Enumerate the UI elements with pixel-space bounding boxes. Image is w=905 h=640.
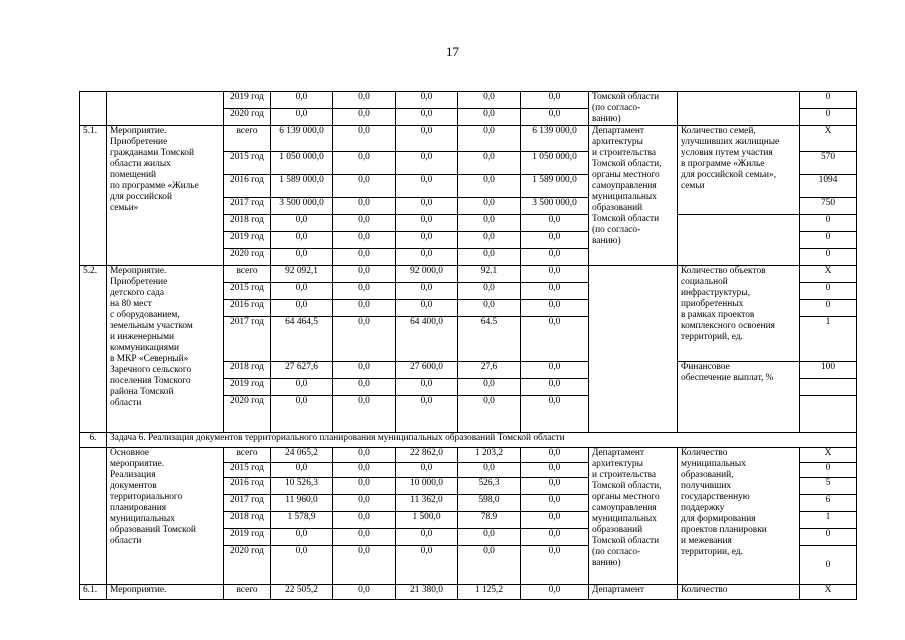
year-cell: 2020 год — [224, 249, 271, 266]
value-cell: 24 065,2 — [271, 448, 333, 463]
value-cell: 0,0 — [521, 362, 589, 379]
year-cell: 2016 год — [224, 478, 271, 495]
target-cell: 0 — [800, 92, 857, 109]
value-cell: 0,0 — [396, 152, 458, 175]
target-cell: X — [800, 266, 857, 283]
value-cell: 1 203,2 — [458, 448, 521, 463]
value-cell: 0,0 — [458, 249, 521, 266]
value-cell: 0,0 — [458, 463, 521, 478]
value-cell: 0,0 — [521, 396, 589, 433]
value-cell: 0,0 — [396, 379, 458, 396]
year-cell: 2015 год — [224, 152, 271, 175]
target-cell: 0 — [800, 283, 857, 300]
indicator-cell — [678, 92, 800, 126]
target-cell — [800, 396, 857, 433]
value-cell: 0,0 — [521, 448, 589, 463]
item-number: 5.2. — [80, 266, 107, 433]
value-cell: 0,0 — [458, 232, 521, 249]
value-cell: 0,0 — [271, 109, 333, 126]
value-cell: 0,0 — [396, 546, 458, 585]
year-cell: 2020 год — [224, 546, 271, 585]
value-cell: 0,0 — [521, 478, 589, 495]
target-cell: 0 — [800, 109, 857, 126]
year-cell: 2020 год — [224, 109, 271, 126]
value-cell: 0,0 — [458, 152, 521, 175]
value-cell: 0,0 — [333, 529, 396, 546]
indicator-cell: Количество муниципальных образований, получивших государственную поддержку для формирования проектов планировки и межевания территории, ед. — [678, 448, 800, 585]
program-table — [79, 91, 857, 600]
target-cell: 1 — [800, 317, 857, 362]
value-cell: 0,0 — [271, 529, 333, 546]
value-cell: 0,0 — [271, 396, 333, 433]
value-cell: 0,0 — [333, 175, 396, 198]
value-cell: 0,0 — [396, 215, 458, 232]
value-cell: 0,0 — [521, 529, 589, 546]
year-cell: 2019 год — [224, 379, 271, 396]
value-cell: 10 526,3 — [271, 478, 333, 495]
year-cell: 2018 год — [224, 362, 271, 379]
indicator-cell: Количество объектов социальной инфраструктуры, приобретенных в рамках проектов комплексного освоения территорий, ед. — [678, 266, 800, 362]
value-cell: 0,0 — [333, 300, 396, 317]
value-cell: 0,0 — [271, 546, 333, 585]
value-cell: 0,0 — [458, 215, 521, 232]
item-name: Мероприятие. Приобретение гражданами Томской области жилых помещений по программе «Жилье для российской семьи» — [107, 126, 224, 266]
value-cell: 0,0 — [333, 215, 396, 232]
value-cell: 0,0 — [396, 463, 458, 478]
target-cell: 750 — [800, 198, 857, 215]
year-cell: 2016 год — [224, 175, 271, 198]
value-cell: 0,0 — [458, 396, 521, 433]
value-cell: 11 960,0 — [271, 495, 333, 512]
year-cell: 2017 год — [224, 495, 271, 512]
value-cell: 0,0 — [333, 152, 396, 175]
indicator-cell: Количество семей, улучшивших жилищные условия путем участия в программе «Жилье для российской семьи», семьи — [678, 126, 800, 215]
table-row — [80, 433, 857, 448]
year-cell: всего — [224, 266, 271, 283]
num-cell — [80, 92, 107, 126]
year-cell: 2019 год — [224, 92, 271, 109]
value-cell: 11 362,0 — [396, 495, 458, 512]
value-cell: 1 050 000,0 — [521, 152, 589, 175]
year-cell: 2019 год — [224, 232, 271, 249]
value-cell: 1 589 000,0 — [271, 175, 333, 198]
value-cell: 0,0 — [333, 362, 396, 379]
value-cell: 0,0 — [521, 512, 589, 529]
value-cell: 0,0 — [396, 300, 458, 317]
target-cell — [800, 379, 857, 396]
year-cell: всего — [224, 585, 271, 600]
target-cell: 0 — [800, 463, 857, 478]
year-cell: 2016 год — [224, 300, 271, 317]
item-number — [80, 448, 107, 585]
value-cell: 0,0 — [333, 463, 396, 478]
year-cell: 2018 год — [224, 512, 271, 529]
value-cell: 598,0 — [458, 495, 521, 512]
value-cell: 0,0 — [521, 109, 589, 126]
value-cell: 0,0 — [396, 126, 458, 152]
value-cell: 0,0 — [458, 109, 521, 126]
item-number: 5.1. — [80, 126, 107, 266]
value-cell: 0,0 — [271, 463, 333, 478]
value-cell: 64 464,5 — [271, 317, 333, 362]
year-cell: 2017 год — [224, 198, 271, 215]
value-cell: 0,0 — [521, 249, 589, 266]
value-cell: 6 139 000,0 — [271, 126, 333, 152]
target-cell: 1 — [800, 512, 857, 529]
table-row — [80, 92, 857, 109]
value-cell: 0,0 — [521, 215, 589, 232]
value-cell: 0,0 — [458, 529, 521, 546]
indicator-cell: Количество — [678, 585, 800, 600]
value-cell: 21 380,0 — [396, 585, 458, 600]
value-cell: 1 589 000,0 — [521, 175, 589, 198]
value-cell: 1 578,9 — [271, 512, 333, 529]
value-cell: 0,0 — [521, 317, 589, 362]
executor-cell: Департамент архитектуры и строительства Томской области, органы местного самоуправления муниципальных образований Томской области (по согласо- ванию) — [589, 126, 678, 266]
value-cell: 526,3 — [458, 478, 521, 495]
table-row — [80, 266, 857, 283]
target-cell: 0 — [800, 249, 857, 266]
value-cell: 0,0 — [521, 495, 589, 512]
value-cell: 0,0 — [521, 546, 589, 585]
value-cell: 3 500 000,0 — [271, 198, 333, 215]
value-cell: 0,0 — [521, 585, 589, 600]
target-cell: 0 — [800, 529, 857, 546]
value-cell: 0,0 — [396, 283, 458, 300]
task-number: 6. — [80, 433, 107, 448]
value-cell: 0,0 — [396, 249, 458, 266]
value-cell: 0,0 — [271, 249, 333, 266]
value-cell: 0,0 — [521, 379, 589, 396]
value-cell: 0,0 — [396, 198, 458, 215]
value-cell: 92 000,0 — [396, 266, 458, 283]
item-name: Основное мероприятие. Реализация документов территориального планирования муниципальных образований Томской области — [107, 448, 224, 585]
value-cell: 1 125,2 — [458, 585, 521, 600]
value-cell: 0,0 — [333, 396, 396, 433]
target-cell: X — [800, 126, 857, 152]
value-cell: 0,0 — [271, 232, 333, 249]
value-cell: 0,0 — [396, 175, 458, 198]
value-cell: 0,0 — [458, 175, 521, 198]
year-cell: 2018 год — [224, 215, 271, 232]
value-cell: 0,0 — [333, 546, 396, 585]
value-cell: 1 500,0 — [396, 512, 458, 529]
value-cell: 0,0 — [396, 109, 458, 126]
value-cell: 27 600,0 — [396, 362, 458, 379]
value-cell: 6 139 000,0 — [521, 126, 589, 152]
value-cell: 0,0 — [333, 317, 396, 362]
value-cell: 0,0 — [333, 495, 396, 512]
value-cell: 0,0 — [458, 92, 521, 109]
item-number: 6.1. — [80, 585, 107, 600]
value-cell: 0,0 — [333, 92, 396, 109]
value-cell: 0,0 — [333, 379, 396, 396]
value-cell: 22 862,0 — [396, 448, 458, 463]
target-cell: 0 — [800, 546, 857, 585]
executor-cell: Департамент архитектуры и строительства Томской области, органы местного самоуправления муниципальных образований Томской области (по согласо- ванию) — [589, 448, 678, 585]
value-cell: 0,0 — [271, 92, 333, 109]
executor-cell: Томской области (по согласо- ванию) — [589, 92, 678, 126]
value-cell: 0,0 — [271, 215, 333, 232]
value-cell: 0,0 — [396, 396, 458, 433]
value-cell: 78.9 — [458, 512, 521, 529]
value-cell: 0,0 — [333, 232, 396, 249]
value-cell: 0,0 — [458, 126, 521, 152]
item-name: Мероприятие. Приобретение детского сада на 80 мест с оборудованием, земельным участком и инженерными коммуникациями в МКР «Северный» Заречного сельского поселения Томского района Томской области — [107, 266, 224, 433]
target-cell: 0 — [800, 232, 857, 249]
value-cell: 0,0 — [333, 109, 396, 126]
value-cell: 0,0 — [458, 379, 521, 396]
value-cell: 0,0 — [333, 126, 396, 152]
year-cell: 2015 год — [224, 463, 271, 478]
value-cell: 3 500 000,0 — [521, 198, 589, 215]
value-cell: 0,0 — [458, 198, 521, 215]
value-cell: 27 627,6 — [271, 362, 333, 379]
value-cell: 64 400,0 — [396, 317, 458, 362]
value-cell: 1 050 000,0 — [271, 152, 333, 175]
executor-cell — [589, 266, 678, 433]
target-cell: 6 — [800, 495, 857, 512]
value-cell: 0,0 — [521, 266, 589, 283]
value-cell: 22 505,2 — [271, 585, 333, 600]
year-cell: всего — [224, 448, 271, 463]
value-cell: 0,0 — [458, 300, 521, 317]
value-cell: 0,0 — [271, 283, 333, 300]
table-row — [80, 126, 857, 152]
value-cell: 0,0 — [333, 198, 396, 215]
value-cell: 0,0 — [521, 283, 589, 300]
indicator-cell: Финансовое обеспечение выплат, % — [678, 362, 800, 433]
target-cell: 100 — [800, 362, 857, 379]
table-row — [80, 585, 857, 600]
item-name: Мероприятие. — [107, 585, 224, 600]
value-cell: 0,0 — [458, 283, 521, 300]
value-cell: 0,0 — [458, 546, 521, 585]
target-cell: 570 — [800, 152, 857, 175]
value-cell: 0,0 — [521, 92, 589, 109]
value-cell: 0,0 — [521, 463, 589, 478]
value-cell: 0,0 — [521, 300, 589, 317]
value-cell: 0,0 — [333, 585, 396, 600]
value-cell: 0,0 — [521, 232, 589, 249]
value-cell: 92 092,1 — [271, 266, 333, 283]
value-cell: 27,6 — [458, 362, 521, 379]
value-cell: 10 000,0 — [396, 478, 458, 495]
value-cell: 0,0 — [333, 249, 396, 266]
year-cell: 2015 год — [224, 283, 271, 300]
value-cell: 0,0 — [271, 379, 333, 396]
value-cell: 0,0 — [333, 448, 396, 463]
value-cell: 0,0 — [271, 300, 333, 317]
task-title: Задача 6. Реализация документов территориального планирования муниципальных образований Томской области — [107, 433, 857, 448]
target-cell: 5 — [800, 478, 857, 495]
value-cell: 0,0 — [333, 478, 396, 495]
executor-cell: Департамент — [589, 585, 678, 600]
year-cell: 2017 год — [224, 317, 271, 362]
target-cell: 0 — [800, 300, 857, 317]
value-cell: 64.5 — [458, 317, 521, 362]
value-cell: 92.1 — [458, 266, 521, 283]
value-cell: 0,0 — [396, 529, 458, 546]
target-cell: 0 — [800, 215, 857, 232]
target-cell: X — [800, 585, 857, 600]
page-number: 17 — [446, 44, 459, 59]
value-cell: 0,0 — [396, 92, 458, 109]
year-cell: 2019 год — [224, 529, 271, 546]
value-cell: 0,0 — [333, 266, 396, 283]
value-cell: 0,0 — [333, 512, 396, 529]
table-row — [80, 448, 857, 463]
value-cell: 0,0 — [333, 283, 396, 300]
indicator-cell — [678, 215, 800, 266]
name-cell — [107, 92, 224, 126]
target-cell: X — [800, 448, 857, 463]
year-cell: 2020 год — [224, 396, 271, 433]
value-cell: 0,0 — [396, 232, 458, 249]
target-cell: 1094 — [800, 175, 857, 198]
year-cell: всего — [224, 126, 271, 152]
